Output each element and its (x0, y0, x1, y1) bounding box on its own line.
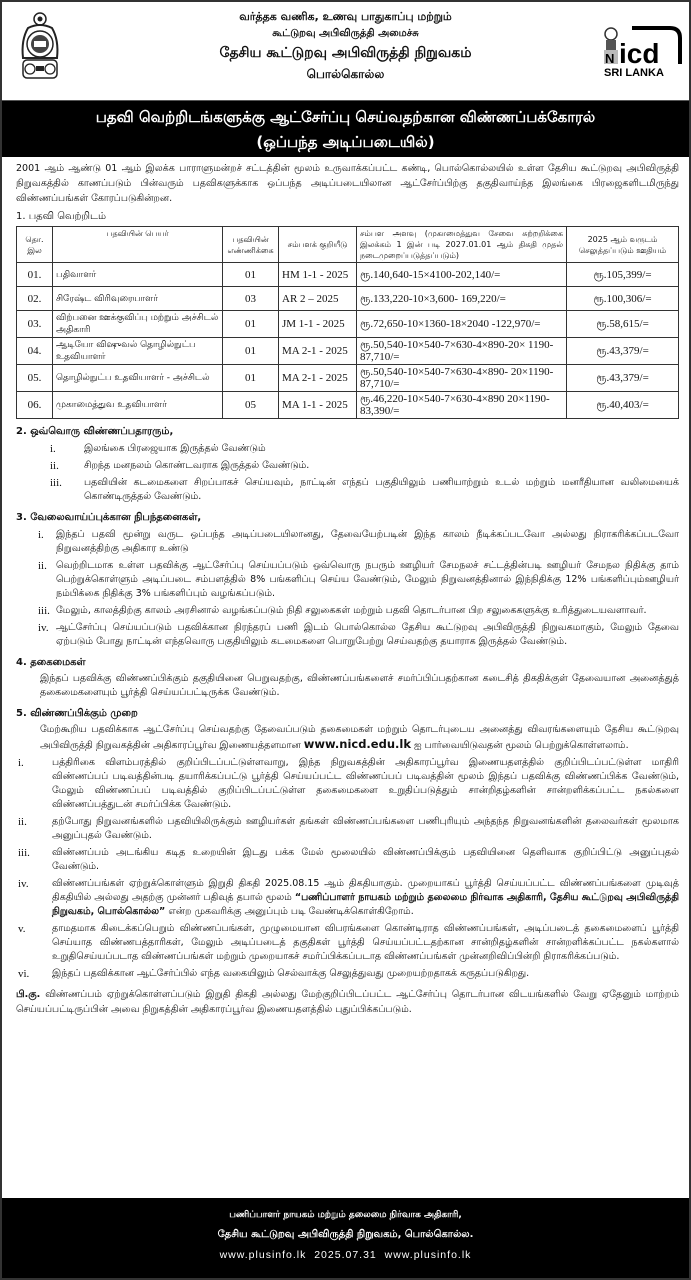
item-text: தாமதமாக கிடைக்கப்பெறும் விண்ணப்பங்கள், முழுமையான விபரங்களை கொண்டிராத விண்ணப்பங்கள், அடிப்படைத் தகைமைளைப் பூர்த்தி செய்யாத விண்ணபத்தாரிகள், மேலும் அடிப்படைத் தகுதிகள் பூர்த்தி செய்யப்பட்டதற்கான சான்றிதழ்களின் சான்றளிக்கப்பட்ட நகல்களால் உறுதிசெய்யப்படாத விண்ணப்பங்கள் மற்றும் முறையாகச் சமர்ப்பிக்கப்படாத விண்ணப்பங்கள் முன்னறிவிப்பின்றி நிராகரிக்கப்படும். (52, 923, 679, 962)
title-line-2: (ஒப்பந்த அடிப்படையில்) (256, 133, 435, 151)
row-count: 01 (223, 311, 279, 338)
section-2-heading: 2. ஒவ்வொரு விண்ணப்பதாரரும், (16, 426, 174, 437)
row-count: 03 (223, 287, 279, 311)
row-count: 01 (223, 263, 279, 287)
row-count: 05 (223, 392, 279, 419)
item-text: விண்ணப்பம் அடங்கிய கடித உறையின் இடது பக்க மேல் மூலையில் விண்ணப்பிக்கும் பதவியினை தெளிவாக குறிப்பிட்டு அனுப்புதல் வேண்டும். (52, 847, 679, 872)
item-text: பதவியின் கடமைகளை சிறப்பாகச் செய்யவும், நாட்டின் எந்தப் பகுதியிலும் பணியாற்றும் உடல் மற்றும் மனரீதியான வலிமையைக் கொண்டிருத்தல் வேண்டும். (84, 477, 679, 502)
list-item (50, 476, 679, 504)
row-salary-code: JM 1-1 - 2025 (279, 311, 357, 338)
item-number: i. (50, 443, 56, 455)
section-5-text-before: மேற்கூறிய பதவிக்காக ஆட்சேர்ப்பு செய்வதற்கு தேவைப்படும் தகைமைகள் மற்றும் தொடர்புடைய அனைத்து விவரங்களையும் தேசிய கூட்டுறவு அபிவிருத்தி நிறுவகத்தின் அதிகாரப்பூர்வ இணையத்தளமான (40, 724, 679, 751)
row-salary-code: HM 1-1 - 2025 (279, 263, 357, 287)
table-row (17, 392, 679, 419)
header-text (122, 8, 569, 84)
row-count: 01 (223, 365, 279, 392)
footer-date: 2025.07.31 (314, 1249, 377, 1261)
item-text-after: என்ற முகவரிக்கு அனுப்பும் படி வேண்டிக்கொள்கிறோம். (168, 906, 414, 917)
section-5-text-after: ஐ பார்வையிடுவதன் மூலம் பெற்றுக்கொள்ளலாம். (414, 740, 629, 751)
row-position-name: முகாமைத்துவ உதவியாளர் (53, 392, 223, 419)
section-4-body: இந்தப் பதவிக்கு விண்ணப்பிக்கும் தகுதியினை பெறுவதற்கு, விண்ணப்பங்களைச் சமர்ப்பிப்பதற்கான கடைசித் திகதிக்குள் தேவையான அனைத்துத் தகைமைகளையும் பூர்த்தி செய்யப்பட்டிருக்க வேண்டும். (40, 673, 679, 698)
row-no: 06. (17, 392, 53, 419)
list-item (18, 846, 679, 874)
row-salary-scale: ரூ.133,220-10×3,600- 169,220/= (357, 287, 567, 311)
sri-lanka-emblem-icon (19, 10, 61, 84)
footer-site-left[interactable]: www.plusinfo.lk (219, 1249, 307, 1261)
intro-paragraph: 2001 ஆம் ஆண்டு 01 ஆம் இலக்க பாராளுமன்றச் சட்டத்தின் மூலம் உருவாக்கப்பட்ட கண்டி, பொல்கொல்லயில் உள்ள தேசிய கூட்டுறவு அபிவிருத்தி நிறுவகத்தில் காணப்படும் பின்வரும் பதவிகளுக்காக ஒப்பந்த அடிப்படையிலான ஆட்சேர்ப்பிற்கு தகுதிவாய்ந்த இலங்கை பிரஜைகளிடமிருந்து விண்ணப்பங்கள் கோரப்படுகின்றன. (16, 163, 679, 204)
row-wage: ரூ.105,399/= (567, 263, 679, 287)
col-header-no: தொ. இல (17, 227, 53, 263)
list-item (38, 621, 679, 649)
application-procedure-list (18, 756, 679, 981)
list-item (18, 967, 679, 981)
note-label: பி.கு. (16, 989, 41, 1000)
table-row (17, 311, 679, 338)
table-row (17, 263, 679, 287)
table-row (17, 338, 679, 365)
item-text: ஆட்சேர்ப்பு செய்யப்படும் பதவிக்கான நிரந்தரப் பணி இடம் பொல்கொல்ல தேசிய கூட்டுறவு அபிவிருத்தி நிறுவகமாகும், மேலும் தேவை ஏற்படும் போது நாட்டின் எந்தவொரு பகுதியிலும் கடமைகளை பொறுபேற்று செய்வதற்கு தயாராக இருத்தல் வேண்டும். (56, 622, 679, 647)
col-header-scale: சம்பள அளவு (முகாமைத்துவ சேவை சுற்றறிக்கை இலக்கம் 1 இன் படி 2027.01.01 ஆம் திகதி முதல் நடைமுறைப்படுத்தப்படும்) (357, 227, 567, 263)
item-number: ii. (38, 560, 47, 572)
nicd-website-link[interactable]: www.nicd.edu.lk (303, 737, 411, 751)
row-salary-scale: ரூ.46,220-10×540-7×630-4×890 20×1190-83,390/= (357, 392, 567, 419)
item-number: iii. (38, 605, 50, 617)
ministry-line-2: கூட்டுறவு அபிவிருத்தி அமைச்சு (272, 28, 419, 39)
row-salary-code: AR 2 – 2025 (279, 287, 357, 311)
row-salary-scale: ரூ.72,650-10×1360-18×2040 -122,970/= (357, 311, 567, 338)
list-item (18, 815, 679, 843)
logo-icd: icd (619, 38, 660, 69)
vacancy-table (16, 226, 679, 419)
item-text: இந்தப் பதவி மூன்று வருட ஒப்பந்த அடிப்படையிலானது, தேவையேற்படின் இந்த காலம் நீடிக்கப்படவோ அல்லது நிராகரிக்கப்படவோ நிறுவனத்திற்கு அதிகார உண்டு (56, 529, 679, 554)
footer-site-right[interactable]: www.plusinfo.lk (384, 1249, 472, 1261)
list-item (38, 604, 679, 618)
section-5-body (40, 723, 679, 753)
col-header-wage: 2025 ஆம் வருடம் செலுத்தப்படும் ஊதியம் (567, 227, 679, 263)
section-5-heading: 5. விண்ணப்பிக்கும் முறை (16, 708, 138, 719)
row-salary-scale: ரூ.140,640-15×4100-202,140/= (357, 263, 567, 287)
header (2, 2, 689, 101)
row-position-name: தொழில்நுட்ப உதவியாளர் - அச்சிடல் (53, 365, 223, 392)
row-no: 02. (17, 287, 53, 311)
item-number: iv. (18, 878, 29, 890)
col-header-code: சம்பளக் குறியீடு (279, 227, 357, 263)
item-text: மேலும், காலத்திற்கு காலம் அரசினால் வழங்கப்படும் நிதி சலுகைகள் மற்றும் பதவி தொடர்பான பிற சலுகைகளுக்கு உரித்துடையவளாவர். (56, 605, 647, 616)
row-wage: ரூ.40,403/= (567, 392, 679, 419)
row-no: 04. (17, 338, 53, 365)
ministry-line-1: வர்த்தக வணிக, உணவு பாதுகாப்பு மற்றும் (239, 10, 452, 23)
row-position-name: சிரேஷ்ட விரிவுரையாளர் (53, 287, 223, 311)
item-number: iii. (18, 847, 30, 859)
row-position-name: ஆடியோ விஷுவல் தொழில்நுட்ப உதவியாளர் (53, 338, 223, 365)
section-1-heading: 1. பதவி வெற்றிடம் (16, 211, 106, 222)
table-row (17, 365, 679, 392)
item-number: i. (38, 529, 44, 541)
row-salary-code: MA 1-1 - 2025 (279, 392, 357, 419)
row-wage: ரூ.100,306/= (567, 287, 679, 311)
institute-name: தேசிய கூட்டுறவு அபிவிருத்தி நிறுவகம் (219, 45, 472, 61)
postal-address: “பணிப்பாளர் நாயகம் மற்றும் தலைமை நிர்வாக அதிகாரி, தேசிய கூட்டுறவு அபிவிருத்தி நிறுவகம், பொல்கொல்ல” (52, 892, 679, 917)
nicd-logo-icon (602, 24, 684, 80)
item-text: வெற்றிடமாக உள்ள பதவிக்கு ஆட்சேர்ப்பு செய்யப்படும் ஒவ்வொரு நபரும் ஊழியர் சேமநலச் சட்டத்தின்படி ஊழியர் சேமநல நிதிக்கு தாம் பெற்றுக்கொள்ளும் அடிப்படை சம்பளத்தில் 8% பங்களிப்பு செய்ய வேண்டும், மேலும் நிறுவனத்தினால் இந்நிதிக்கு 12% பங்களிப்பும்ஊழியர் நம்பிக்கை நிதிக்கு 3% பங்களிப்பும் வழங்கப்படும். (56, 560, 679, 599)
institute-location: பொல்கொல்ல (306, 67, 385, 81)
footer-institute: தேசிய கூட்டுறவு அபிவிருத்தி நிறுவகம், பொல்கொல்ல. (217, 1229, 474, 1240)
row-salary-scale: ரூ.50,540-10×540-7×630-4×890-20× 1190-87,710/= (357, 338, 567, 365)
item-text: இந்தப் பதவிக்கான ஆட்சேர்ப்பில் எந்த வகையிலும் செல்வாக்கு செலுத்துவது முறையற்றதாகக் கருதப்படுகிறது. (52, 968, 530, 979)
list-item (38, 528, 679, 556)
title-line-1: பதவி வெற்றிடங்களுக்கு ஆட்சேர்ப்பு செய்வதற்கான விண்ணப்பக்கோரல் (95, 108, 596, 126)
list-item (18, 877, 679, 919)
row-count: 01 (223, 338, 279, 365)
list-item (50, 442, 679, 456)
item-number: ii. (50, 460, 59, 472)
table-header-row (17, 227, 679, 263)
list-item (18, 922, 679, 964)
item-text: இலங்கை பிரஜையாக இருத்தல் வேண்டும் (84, 443, 266, 454)
list-item (38, 559, 679, 601)
row-wage: ரூ.43,379/= (567, 338, 679, 365)
footer-signatory: பணிப்பாளர் நாயகம் மற்றும் தலைமை நிர்வாக அதிகாரி, (229, 1210, 462, 1220)
row-wage: ரூ.58,615/= (567, 311, 679, 338)
item-text: தற்போது நிறுவனங்களில் பதவியிலிருக்கும் ஊழியர்கள் தங்கள் விண்ணப்பங்களை பணிபுரியும் அந்தந்த நிறுவனங்களின் தலைவர்கள் மூலமாக அனுப்புதல் வேண்டும். (52, 816, 679, 841)
item-text-before: விண்ணப்பங்கள் ஏற்றுக்கொள்ளும் இறுதி திகதி 2025.08.15 ஆம் திகதியாகும். முறையாகப் பூர்த்தி செய்யப்பட்ட விண்ணப்பங்களை முடிவுத் திகதியில் அல்லது அதற்கு முன்னர் பதிவுத் தபால் மூலம் (52, 878, 679, 903)
eligibility-list (50, 442, 679, 504)
row-salary-scale: ரூ.50,540-10×540-7×630-4×890- 20×1190-87,710/= (357, 365, 567, 392)
logo-sri-lanka: SRI LANKA (604, 67, 664, 79)
row-salary-code: MA 2-1 - 2025 (279, 338, 357, 365)
title-bar (2, 101, 689, 157)
section-4-heading: 4. தகைமைகள் (16, 657, 86, 668)
item-number: iii. (50, 477, 62, 489)
conditions-list (38, 528, 679, 649)
note-text: விண்ணப்பம் ஏற்றுக்கொள்ளப்படும் இறுதி திகதி அல்லது மேற்குறிப்பிடப்பட்ட ஆட்சேர்ப்பு தொடர்பான விடயங்களில் வேறு ஏதேனும் மாற்றம் செய்யப்பட்டிருப்பின் அவை நிறுகத்தின் அதிகாரப்பூர்வ இணையதளத்தில் புதுப்பிக்கப்படும். (16, 989, 679, 1015)
row-wage: ரூ.43,379/= (567, 365, 679, 392)
footer-source-line (2, 1245, 689, 1265)
item-number: iv. (38, 622, 49, 634)
col-header-name: பதவியின் பெயர் (53, 227, 223, 263)
row-salary-code: MA 2-1 - 2025 (279, 365, 357, 392)
footer (2, 1198, 689, 1280)
section-3-heading: 3. வேலைவாய்ப்புக்கான நிபந்தனைகள், (16, 512, 202, 523)
row-position-name: விற்பனை ஊக்குவிப்பு மற்றும் அச்சிடல் அதிகாரி (53, 311, 223, 338)
row-no: 01. (17, 263, 53, 287)
list-item (50, 459, 679, 473)
logo-n: N (605, 51, 615, 66)
row-no: 03. (17, 311, 53, 338)
table-row (17, 287, 679, 311)
col-header-count: பதவியின் எண்ணிக்கை (223, 227, 279, 263)
item-number: vi. (18, 968, 30, 980)
content (2, 157, 689, 1198)
note (16, 987, 679, 1017)
item-text: சிறந்த மனநலம் கொண்டவராக இருத்தல் வேண்டும். (84, 460, 310, 471)
item-number: i. (18, 757, 24, 769)
list-item (18, 756, 679, 812)
row-no: 05. (17, 365, 53, 392)
item-text: பத்திரிகை விளம்பரத்தில் குறிப்பிடப்பட்டுள்ளவாறு, இந்த நிறுவகத்தின் அதிகாரப்பூர்வ இணையதளத்தில் குறிப்பிடப்பட்டுள்ள மாதிரி விண்ணப்பப் படிவத்தின்படி தயாரிக்கப்பட்டு பூர்த்தி செய்யப்பட்ட விண்ணப்பப் படிவத்தின் மூலம் இந்தப் பதவிக்கு விண்ணப்பிக்க வேண்டும், மேலும் விண்ணப்பப் படிவத்தில் குறிப்பிடப்பட்டுள்ள தகைமைகளை உறுதிப்படுத்தும் சான்றிதழ்களின் சான்றளிக்கப்பட்ட நகல்களை விண்ணப்பத்துடன் சமர்ப்பிக்க வேண்டும். (52, 757, 679, 810)
row-position-name: பதிவாளர் (53, 263, 223, 287)
item-number: ii. (18, 816, 27, 828)
item-number: v. (18, 923, 26, 935)
